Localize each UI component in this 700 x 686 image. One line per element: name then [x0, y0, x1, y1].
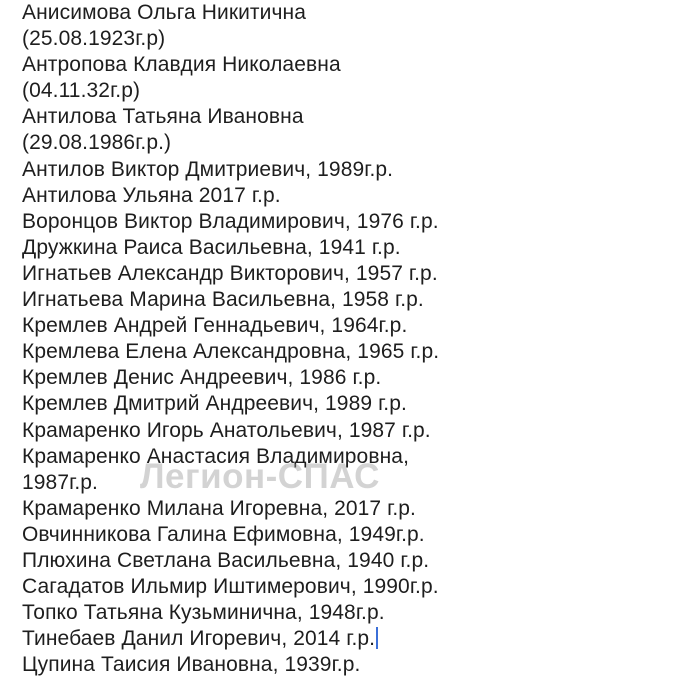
list-line: Кремлева Елена Александровна, 1965 г.р. — [22, 340, 440, 364]
list-line: Сагадатов Ильмир Иштимерович, 1990г.р. — [22, 575, 439, 599]
list-line: Крамаренко Анастасия Владимировна, — [22, 444, 409, 468]
list-line: Овчинникова Галина Ефимовна, 1949г.р. — [22, 522, 425, 546]
list-line: Воронцов Виктор Владимирович, 1976 г.р. — [22, 209, 439, 233]
list-line: Антропова Клавдия Николаевна — [22, 53, 341, 77]
list-line: Игнатьев Александр Викторович, 1957 г.р. — [22, 261, 438, 285]
list-line: Кремлев Денис Андреевич, 1986 г.р. — [22, 366, 382, 390]
watermark: Легион-СПАС — [140, 457, 380, 496]
list-line: Топко Татьяна Кузьминична, 1948г.р. — [22, 601, 385, 625]
list-line: Крамаренко Милана Игоревна, 2017 г.р. — [22, 496, 416, 520]
list-line: Крамаренко Игорь Анатольевич, 1987 г.р. — [22, 418, 431, 442]
list-line: Антилова Ульяна 2017 г.р. — [22, 183, 281, 207]
list-line: Кремлев Андрей Геннадьевич, 1964г.р. — [22, 314, 408, 338]
list-line: Игнатьева Марина Васильевна, 1958 г.р. — [22, 288, 424, 312]
list-line: (04.11.32г.р) — [22, 79, 141, 103]
list-line: 1987г.р. — [22, 470, 98, 494]
list-line: (25.08.1923г.р) — [22, 27, 166, 51]
list-line: Кремлев Дмитрий Андреевич, 1989 г.р. — [22, 392, 407, 416]
text-cursor — [376, 627, 378, 649]
list-line: (29.08.1986г.р.) — [22, 131, 172, 155]
list-line-text: Тинебаев Данил Игоревич, 2014 г.р. — [22, 627, 376, 651]
list-line: Анисимова Ольга Никитична — [22, 1, 307, 24]
names-list — [22, 0, 692, 678]
list-line-with-cursor[interactable] — [22, 626, 692, 652]
list-line: Антилов Виктор Дмитриевич, 1989г.р. — [22, 157, 394, 181]
list-line: Плюхина Светлана Васильевна, 1940 г.р. — [22, 548, 430, 572]
list-line: Цупина Таисия Ивановна, 1939г.р. — [22, 653, 361, 677]
list-line: Дружкина Раиса Васильевна, 1941 г.р. — [22, 235, 401, 259]
list-line: Антилова Татьяна Ивановна — [22, 105, 304, 129]
